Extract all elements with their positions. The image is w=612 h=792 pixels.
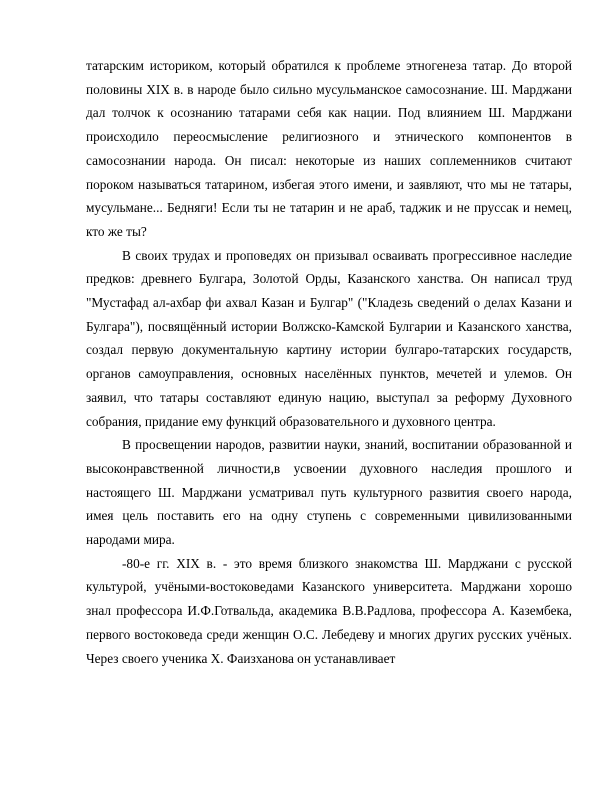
paragraph-enlightenment: В просвещении народов, развитии науки, знаний, воспитании образованной и высоконравственной личности,в усвоении духовного наследия прошлого и настоящего Ш. Марджани усматривал путь культурного развития своего народа, имея цель поставить его на одну ступень с современными цивилизованными народами мира. — [86, 437, 572, 548]
paragraph-russian-culture: -80-е гг. XIX в. - это время близкого знакомства Ш. Марджани с русской культурой, учёными-востоковедами Казанского университета. Марджани хорошо знал профессора И.Ф.Готвальда, академика В.В.Радлова, профессора А. Казембека, первого востоковеда среди женщин О.С. Лебедеву и многих других русских учёных. Через своего ученика Х. Фаизханова он устанавливает — [86, 555, 572, 666]
paragraph-marjani-tatar-identity: татарским историком, который обратился к проблеме этногенеза татар. До второй половины XIX в. в народе было сильно мусульманское самосознание. Ш. Марджани дал толчок к осознанию татарами себя как нации. Под влиянием Ш. Марджани происходило переосмысление религиозного и этнического компонентов в самосознании народа. Он писал: некоторые из наших соплеменников считают пороком называться татарином, избегая этого имени, и заявляют, что мы не татары, мусульмане... Бедняги! Если ты не татарин и не араб, таджик и не пруссак и немец, кто же ты? — [86, 58, 572, 239]
paragraph-heritage-works: В своих трудах и проповедях он призывал осваивать прогрессивное наследие предков: древнего Булгара, Золотой Орды, Казанского ханства. Он написал труд "Мустафад ал-ахбар фи ахвал Казан и Булгар" ("Кладезь сведений о делах Казани и Булгара"), посвящённый истории Волжско-Камской Булгарии и Казанского ханства, создал первую документальную картину истории булгаро-татарских государств, органов самоуправления, основных населённых пунктов, мечетей и улемов. Он заявил, что татары составляют единую нацию, выступал за реформу Духовного собрания, придание ему функций образовательного и духовного центра. — [86, 247, 572, 429]
body-text — [86, 54, 572, 670]
